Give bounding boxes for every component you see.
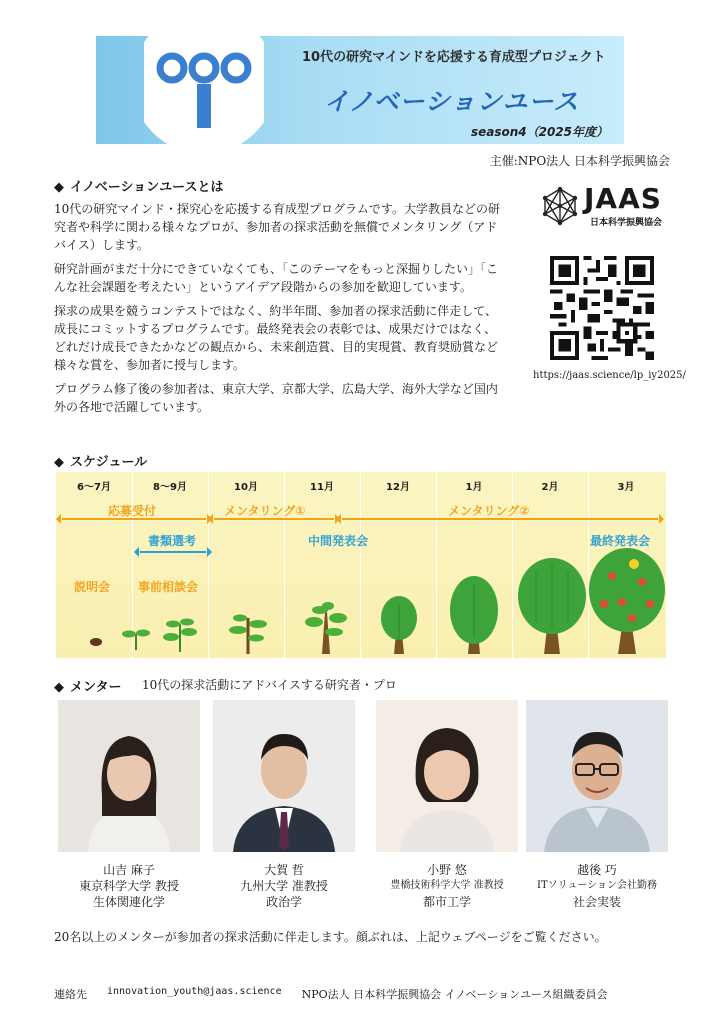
sponsor-line: 主催:NPO法人 日本科学振興協会: [489, 154, 670, 168]
month-label: 10月: [234, 482, 258, 493]
mentor-photo: [376, 700, 518, 852]
mentor-affiliation: 東京科学大学 教授: [79, 879, 179, 893]
about-paragraph: プログラム修了後の参加者は、東京大学、京都大学、広島大学、海外大学など国内外の各地で活躍しています。: [54, 382, 498, 414]
header-banner: [96, 36, 624, 144]
phase-mentoring-1: メンタリング①: [224, 504, 306, 518]
month-label: 12月: [386, 482, 410, 493]
about-text: [54, 200, 504, 422]
schedule-timeline: [56, 472, 666, 658]
innovation-youth-logo-icon: [144, 36, 264, 144]
mentor-affiliation: 九州大学 准教授: [240, 879, 328, 893]
large-tree-icon: [518, 558, 586, 654]
mentor-photo: [526, 700, 668, 852]
mentor-card: [376, 700, 518, 910]
mentor-field: 社会実装: [572, 895, 621, 909]
mentor-name: 小野 悠: [427, 863, 467, 877]
phase-mentoring-2: メンタリング②: [448, 504, 530, 518]
medium-tree-icon: [450, 576, 498, 654]
mentor-name: 越後 巧: [577, 863, 617, 877]
mentor-card: [213, 700, 355, 910]
month-label: 8〜9月: [153, 482, 187, 493]
month-label: 3月: [617, 482, 635, 493]
phase-midterm: 中間発表会: [308, 534, 369, 548]
sprout-icon: [122, 630, 150, 651]
small-tree-icon: [381, 596, 417, 654]
mentor-affiliation: ITソリューション会社勤務: [537, 880, 657, 891]
mentor-field: 生体関連化学: [92, 895, 165, 909]
contact-organization: NPO法人 日本科学振興協会 イノベーションユース組織委員会: [301, 988, 608, 1001]
diamond-icon: ◆: [54, 455, 64, 470]
phase-final: 最終発表会: [590, 534, 651, 548]
month-label: 6〜7月: [77, 482, 111, 493]
banner-subtitle: 10代の研究マインドを応援する育成型プロジェクト: [302, 50, 606, 65]
contact-footer: [54, 986, 608, 1002]
sprout-icon: [163, 619, 197, 653]
contact-label: 連絡先: [54, 988, 87, 1001]
mentor-card: [58, 700, 200, 910]
diamond-icon: ◆: [54, 180, 64, 195]
jaas-wordmark: JAAS: [584, 182, 662, 215]
mentor-affiliation: 豊橋技術科学大学 准教授: [390, 880, 504, 891]
jaas-logo: [540, 182, 676, 228]
banner-title: イノベーションユース: [324, 87, 580, 116]
mentor-closing-text: 20名以上のメンターが参加者の探求活動に伴走します。顔ぶれは、上記ウェブページをご覧ください。: [54, 930, 607, 944]
month-label: 1月: [465, 482, 483, 493]
mentor-heading: ◆ メンター: [54, 680, 122, 695]
mentor-photo: [58, 700, 200, 852]
growth-illustration: [56, 472, 666, 658]
qr-code-icon[interactable]: [550, 256, 654, 360]
mentor-field: 都市工学: [422, 895, 471, 909]
sapling-icon: [229, 615, 267, 655]
phase-consultation: 事前相談会: [138, 580, 199, 594]
about-heading: ◆ イノベーションユースとは: [54, 180, 224, 195]
phase-briefing: 説明会: [74, 580, 111, 594]
about-paragraph: 研究計画がまだ十分にできていなくても、「このテーマをもっと深掘りしたい」「こんな社会課題を考えたい」というアイデア段階からの参加を歓迎しています。: [54, 262, 499, 294]
schedule-heading: ◆ スケジュール: [54, 455, 148, 470]
qr-url[interactable]: https://jaas.science/lp_iy2025/: [533, 370, 686, 381]
phase-application: 応募受付: [108, 504, 157, 518]
mentor-name: 大賀 哲: [264, 863, 304, 877]
mentor-card: [526, 700, 668, 910]
young-tree-icon: [305, 602, 347, 654]
seed-icon: [90, 638, 102, 646]
jaas-subtitle: 日本科学振興協会: [590, 218, 663, 228]
banner-season: season4（2025年度）: [470, 125, 608, 139]
mentor-field: 政治学: [265, 895, 302, 909]
month-label: 2月: [541, 482, 559, 493]
phase-screening: 書類選考: [148, 534, 197, 548]
about-paragraph: 10代の研究マインド・探究心を応援する育成型プログラムです。大学教員などの研究者や科学に関わる様々なプロが、参加者の探求活動を無償でメンタリング（アドバイス）します。: [54, 202, 500, 252]
about-paragraph: 探求の成果を競うコンテストではなく、約半年間、参加者の探求活動に伴走して、成長にコミットするプログラムです。最終発表会の表彰では、成果だけではなく、どれだけ成長できたかなどの観点から、未来創造賞、目的実現賞、教育奨励賞など様々な賞を、参加者に授与します。: [54, 304, 499, 372]
mentor-name: 山吉 麻子: [103, 863, 155, 877]
diamond-icon: ◆: [54, 680, 64, 695]
contact-email-link[interactable]: innovation_youth@jaas.science: [107, 986, 282, 997]
fruit-tree-icon: [589, 548, 665, 654]
mentor-note: 10代の探求活動にアドバイスする研究者・プロ: [142, 678, 397, 692]
mentor-photo: [213, 700, 355, 852]
month-label: 11月: [310, 482, 334, 493]
network-globe-icon: [540, 186, 580, 226]
